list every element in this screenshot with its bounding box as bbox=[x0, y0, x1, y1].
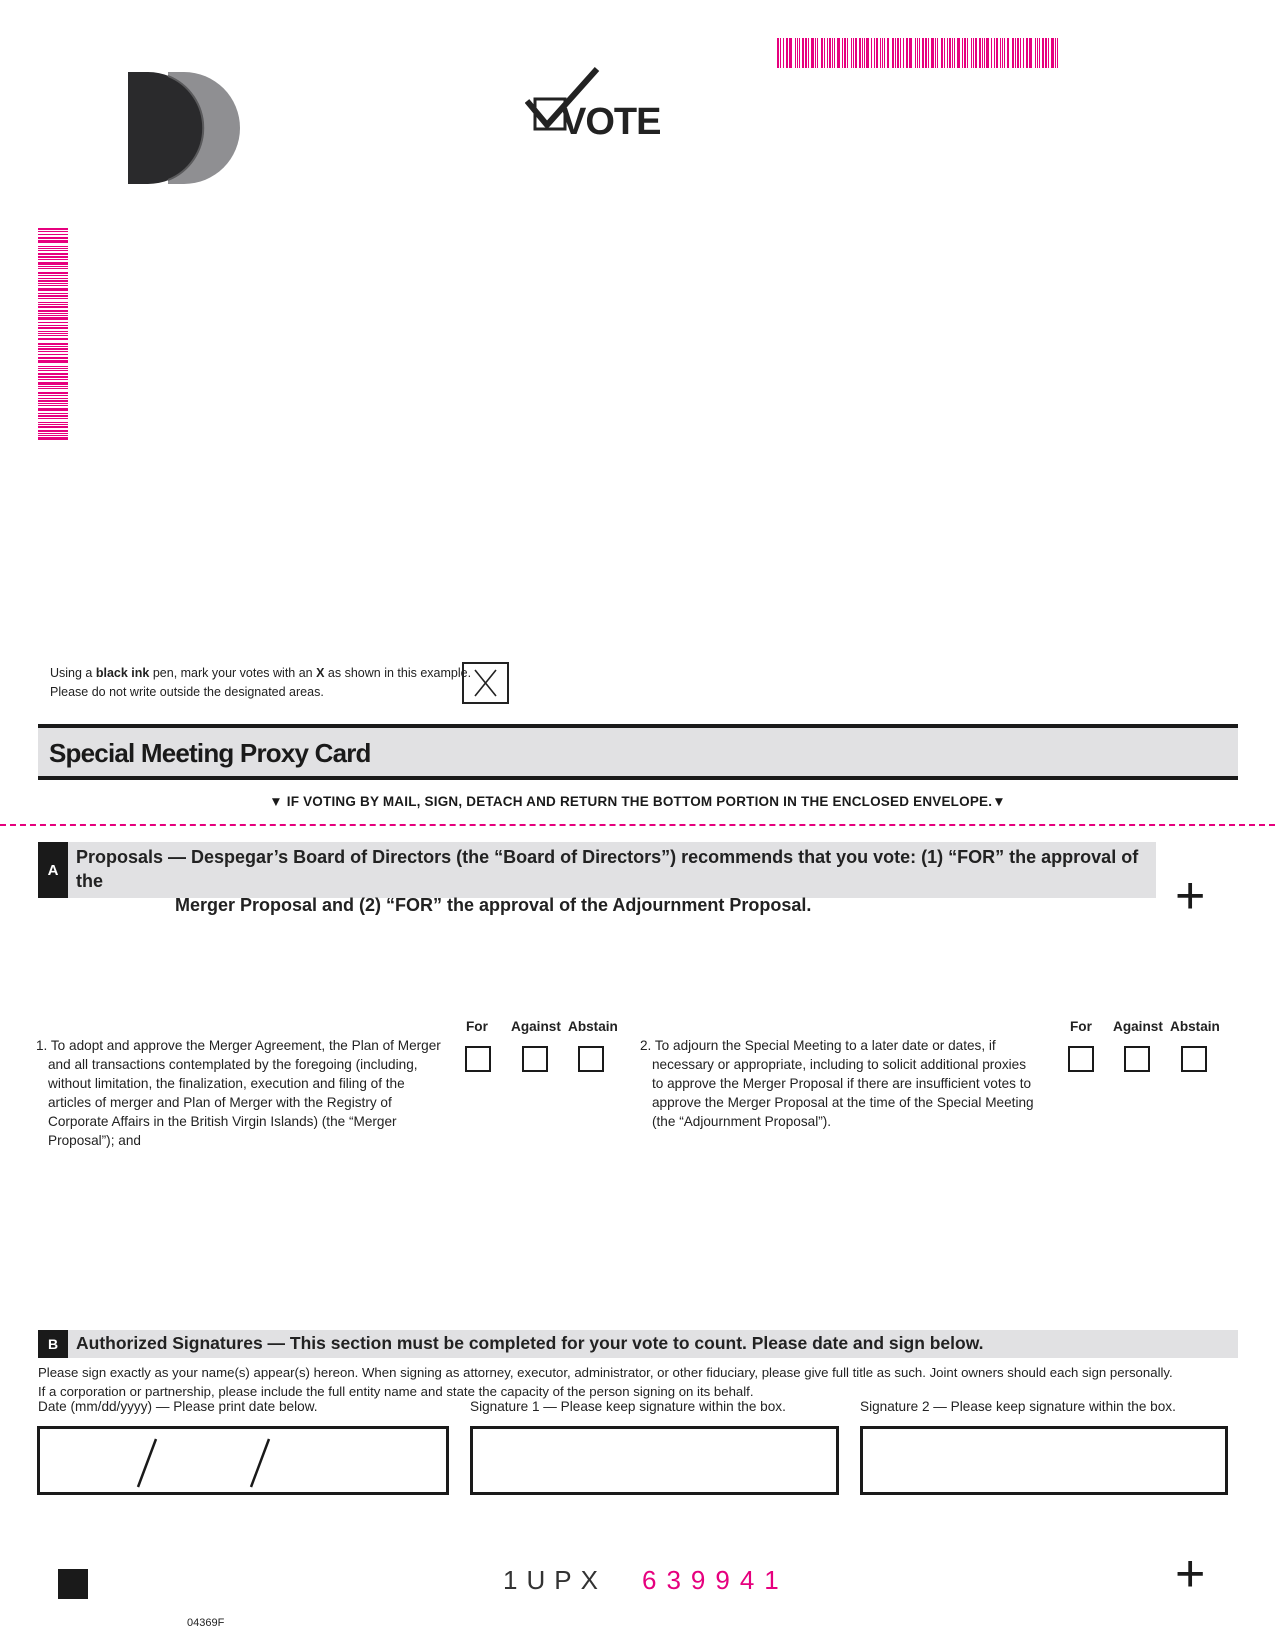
barcode-bar bbox=[859, 38, 861, 68]
proposal-1-for-checkbox[interactable] bbox=[465, 1046, 491, 1072]
barcode-bar bbox=[38, 430, 68, 432]
barcode-bar bbox=[884, 38, 885, 68]
proposal-1 bbox=[36, 1036, 456, 1150]
barcode-bar bbox=[38, 403, 68, 404]
barcode-bar bbox=[38, 302, 68, 303]
abstain-header: Abstain bbox=[1170, 1019, 1220, 1034]
proposal-text-line: To adjourn the Special Meeting to a later date or dates, if bbox=[654, 1038, 996, 1053]
form-code: 04369F bbox=[187, 1617, 225, 1629]
barcode-bar bbox=[1055, 38, 1056, 68]
proposal-2-against-checkbox[interactable] bbox=[1124, 1046, 1150, 1072]
barcode-bar bbox=[866, 38, 869, 68]
instruction-text: pen, mark your votes with an bbox=[149, 666, 317, 680]
barcode-bar bbox=[38, 228, 68, 230]
barcode-bar bbox=[38, 392, 68, 394]
barcode-bar bbox=[38, 351, 68, 352]
section-a-badge: A bbox=[38, 842, 68, 898]
barcode-bar bbox=[38, 266, 68, 267]
barcode-bar bbox=[38, 253, 68, 255]
barcode-bar bbox=[38, 317, 68, 320]
barcode-bar bbox=[853, 38, 854, 68]
barcode-bar bbox=[1039, 38, 1040, 68]
barcode-bar bbox=[973, 38, 974, 68]
barcode-bar bbox=[38, 310, 68, 312]
card-title: Special Meeting Proxy Card bbox=[49, 738, 371, 768]
barcode-bar bbox=[38, 360, 68, 363]
barcode-bar bbox=[829, 38, 831, 68]
barcode-bar bbox=[897, 38, 899, 68]
barcode-bar bbox=[847, 38, 848, 68]
barcode-bar bbox=[1057, 38, 1058, 68]
barcode-bar bbox=[880, 38, 881, 68]
proposal-number: 2. bbox=[640, 1038, 652, 1053]
barcode-bar bbox=[944, 38, 945, 68]
barcode-bar bbox=[871, 38, 872, 68]
barcode-bar bbox=[38, 268, 68, 269]
barcode-bar bbox=[1037, 38, 1038, 68]
barcode-bar bbox=[38, 418, 68, 419]
barcode-bar bbox=[937, 38, 938, 68]
barcode-bar bbox=[996, 38, 998, 68]
barcode-bar bbox=[38, 376, 68, 378]
instruction-emphasis: black ink bbox=[95, 666, 150, 680]
barcode-bar bbox=[38, 280, 68, 282]
signature-2-field[interactable] bbox=[860, 1426, 1228, 1495]
footer-number: 639941 bbox=[642, 1565, 789, 1595]
barcode-bar bbox=[851, 38, 852, 68]
barcode-bar bbox=[38, 395, 68, 396]
registration-plus-icon: + bbox=[1175, 1545, 1206, 1603]
abstain-header: Abstain bbox=[568, 1019, 618, 1034]
barcode-bar bbox=[931, 38, 934, 68]
barcode-bar bbox=[38, 435, 68, 436]
mail-note bbox=[0, 794, 1275, 809]
proposal-1-abstain-checkbox[interactable] bbox=[578, 1046, 604, 1072]
barcode-bar bbox=[38, 366, 68, 367]
section-a-line-1: Proposals — Despegar’s Board of Directors (the “Board of Directors”) recommends that you vote: (1) “FOR” the approval of the bbox=[76, 847, 1139, 891]
proposal-text-line: (the “Adjournment Proposal”). bbox=[652, 1114, 832, 1129]
barcode-bar bbox=[38, 234, 68, 235]
signing-instructions bbox=[38, 1363, 1248, 1401]
barcode-bar bbox=[962, 38, 963, 68]
barcode-bar bbox=[1042, 38, 1044, 68]
signing-note-line-2: If a corporation or partnership, please include the full entity name and state the capacity of the person signing on its behalf. bbox=[38, 1384, 754, 1399]
barcode-bar bbox=[994, 38, 995, 68]
section-a-line-2: Merger Proposal and (2) “FOR” the approval of the Adjournment Proposal. bbox=[175, 895, 812, 915]
barcode-bar bbox=[38, 413, 68, 414]
date-label: Date (mm/dd/yyyy) — Please print date below. bbox=[38, 1399, 318, 1414]
proposal-text-line: necessary or appropriate, including to solicit additional proxies bbox=[652, 1057, 1027, 1072]
barcode-bar bbox=[38, 370, 68, 371]
mail-note-text: IF VOTING BY MAIL, SIGN, DETACH AND RETURN THE BOTTOM PORTION IN THE ENCLOSED ENVELOPE. bbox=[286, 794, 993, 809]
proposal-text-line: without limitation, the finalization, execution and filing of the bbox=[48, 1076, 405, 1091]
barcode-bar bbox=[38, 424, 68, 425]
barcode-bar bbox=[855, 38, 857, 68]
barcode-bar bbox=[827, 38, 828, 68]
barcode-bar bbox=[817, 38, 818, 68]
barcode-bar bbox=[38, 262, 68, 265]
x-mark-icon bbox=[464, 664, 507, 702]
side-barcode bbox=[38, 228, 68, 442]
barcode-bar bbox=[837, 38, 840, 68]
barcode-bar bbox=[38, 388, 68, 389]
barcode-bar bbox=[797, 38, 798, 68]
barcode-bar bbox=[982, 38, 983, 68]
barcode-bar bbox=[862, 38, 863, 68]
barcode-bar bbox=[979, 38, 981, 68]
title-band bbox=[38, 724, 1238, 780]
barcode-bar bbox=[949, 38, 951, 68]
barcode-bar bbox=[892, 38, 894, 68]
barcode-bar bbox=[38, 248, 68, 249]
company-logo bbox=[128, 72, 240, 184]
barcode-bar bbox=[842, 38, 843, 68]
registration-plus-icon: + bbox=[1175, 867, 1206, 925]
barcode-bar bbox=[38, 379, 68, 380]
barcode-bar bbox=[909, 38, 912, 68]
barcode-bar bbox=[1017, 38, 1019, 68]
barcode-bar bbox=[38, 325, 68, 326]
barcode-bar bbox=[971, 38, 972, 68]
signing-note-line-1: Please sign exactly as your name(s) appear(s) hereon. When signing as attorney, executor, administrator, or other fiduciary, please give full title as such. Joint owners should each sign personally. bbox=[38, 1365, 1173, 1380]
barcode-bar bbox=[38, 348, 68, 350]
barcode-bar bbox=[1020, 38, 1021, 68]
signature-1-label: Signature 1 — Please keep signature within the box. bbox=[470, 1399, 786, 1414]
vote-mark bbox=[525, 65, 661, 145]
barcode-bar bbox=[38, 298, 68, 299]
barcode-bar bbox=[906, 38, 908, 68]
barcode-bar bbox=[915, 38, 916, 68]
barcode-bar bbox=[1035, 38, 1036, 68]
barcode-bar bbox=[984, 38, 985, 68]
instruction-x: X bbox=[316, 666, 325, 680]
barcode-bar bbox=[38, 237, 68, 239]
barcode-bar bbox=[38, 288, 68, 291]
barcode-bar bbox=[834, 38, 835, 68]
barcode-bar bbox=[38, 285, 68, 286]
barcode-bar bbox=[799, 38, 800, 68]
barcode-bar bbox=[38, 295, 68, 297]
signature-1-field[interactable] bbox=[470, 1426, 839, 1495]
barcode-bar bbox=[38, 437, 68, 440]
barcode-bar bbox=[38, 315, 68, 316]
barcode-bar bbox=[38, 405, 68, 406]
barcode-bar bbox=[811, 38, 814, 68]
barcode-bar bbox=[887, 38, 889, 68]
barcode-bar bbox=[844, 38, 846, 68]
barcode-bar bbox=[1029, 38, 1032, 68]
barcode-bar bbox=[38, 259, 68, 260]
proposal-text-line: to approve the Merger Proposal if there are insufficient votes to bbox=[652, 1076, 1032, 1091]
section-b-badge: B bbox=[38, 1330, 68, 1358]
barcode-bar bbox=[925, 38, 927, 68]
instruction-text: as shown in this example. bbox=[324, 666, 472, 680]
barcode-bar bbox=[964, 38, 966, 68]
proposal-text-line: Corporate Affairs in the British Virgin Islands) (the “Merger bbox=[48, 1114, 397, 1129]
footer-code: 1UPX bbox=[503, 1565, 607, 1595]
vote-text: VOTE bbox=[561, 101, 661, 143]
top-barcode bbox=[777, 38, 1062, 68]
registration-square bbox=[58, 1569, 88, 1599]
barcode-bar bbox=[38, 373, 68, 375]
proposal-text-line: approve the Merger Proposal at the time of the Special Meeting bbox=[652, 1095, 1034, 1110]
proposal-text-line: Proposal”); and bbox=[48, 1133, 141, 1148]
barcode-bar bbox=[832, 38, 833, 68]
barcode-bar bbox=[821, 38, 823, 68]
barcode-bar bbox=[38, 333, 68, 334]
proposal-text-line: articles of merger and Plan of Merger with the Registry of bbox=[48, 1095, 392, 1110]
date-field[interactable] bbox=[37, 1426, 449, 1495]
barcode-bar bbox=[38, 343, 68, 345]
section-a-header bbox=[38, 842, 1156, 915]
barcode-bar bbox=[38, 278, 68, 279]
barcode-bar bbox=[864, 38, 865, 68]
proposal-2-abstain-checkbox[interactable] bbox=[1181, 1046, 1207, 1072]
barcode-bar bbox=[38, 338, 68, 340]
proposal-number: 1. bbox=[36, 1038, 48, 1053]
barcode-bar bbox=[38, 327, 68, 329]
barcode-bar bbox=[1000, 38, 1001, 68]
for-header: For bbox=[1070, 1019, 1092, 1034]
barcode-bar bbox=[38, 408, 68, 411]
barcode-bar bbox=[815, 38, 816, 68]
barcode-bar bbox=[802, 38, 804, 68]
barcode-bar bbox=[789, 38, 792, 68]
barcode-bar bbox=[780, 38, 781, 68]
barcode-bar bbox=[38, 313, 68, 314]
proposal-text-line: To adopt and approve the Merger Agreement, the Plan of Merger bbox=[50, 1038, 441, 1053]
barcode-bar bbox=[38, 250, 68, 251]
barcode-bar bbox=[922, 38, 924, 68]
barcode-bar bbox=[786, 38, 788, 68]
barcode-bar bbox=[38, 422, 68, 423]
barcode-bar bbox=[1015, 38, 1016, 68]
barcode-bar bbox=[38, 426, 68, 428]
barcode-bar bbox=[954, 38, 955, 68]
barcode-bar bbox=[38, 275, 68, 276]
proposal-2-for-checkbox[interactable] bbox=[1068, 1046, 1094, 1072]
barcode-bar bbox=[38, 283, 68, 284]
barcode-bar bbox=[919, 38, 920, 68]
barcode-bar bbox=[900, 38, 901, 68]
detach-line bbox=[0, 824, 1275, 826]
against-header: Against bbox=[1113, 1019, 1163, 1034]
barcode-bar bbox=[1004, 38, 1005, 68]
date-separators-icon bbox=[40, 1429, 446, 1492]
signature-2-label: Signature 2 — Please keep signature within the box. bbox=[860, 1399, 1176, 1414]
barcode-bar bbox=[1012, 38, 1014, 68]
for-header: For bbox=[466, 1019, 488, 1034]
barcode-bar bbox=[38, 306, 68, 308]
barcode-bar bbox=[38, 293, 68, 294]
barcode-bar bbox=[38, 272, 68, 274]
barcode-bar bbox=[38, 354, 68, 355]
barcode-bar bbox=[874, 38, 875, 68]
proposal-2 bbox=[640, 1036, 1060, 1131]
barcode-bar bbox=[38, 415, 68, 417]
barcode-bar bbox=[805, 38, 807, 68]
barcode-bar bbox=[1045, 38, 1047, 68]
barcode-bar bbox=[38, 335, 68, 336]
barcode-bar bbox=[795, 38, 796, 68]
section-b-header bbox=[38, 1330, 1238, 1358]
barcode-bar bbox=[928, 38, 929, 68]
barcode-bar bbox=[38, 304, 68, 305]
barcode-bar bbox=[38, 346, 68, 347]
instruction-line-2: Please do not write outside the designated areas. bbox=[50, 685, 324, 699]
barcode-bar bbox=[38, 386, 68, 387]
barcode-bar bbox=[967, 38, 968, 68]
barcode-bar bbox=[1023, 38, 1024, 68]
barcode-bar bbox=[882, 38, 883, 68]
barcode-bar bbox=[935, 38, 936, 68]
barcode-bar bbox=[1026, 38, 1028, 68]
barcode-bar bbox=[941, 38, 943, 68]
barcode-bar bbox=[38, 231, 68, 232]
barcode-bar bbox=[38, 256, 68, 258]
section-b-title: Authorized Signatures — This section must be completed for your vote to count. Please date and sign below. bbox=[76, 1333, 984, 1353]
barcode-bar bbox=[895, 38, 896, 68]
barcode-bar bbox=[38, 331, 68, 332]
marking-instructions bbox=[50, 664, 471, 702]
barcode-bar bbox=[38, 398, 68, 399]
barcode-bar bbox=[38, 240, 68, 243]
proposal-1-against-checkbox[interactable] bbox=[522, 1046, 548, 1072]
barcode-bar bbox=[952, 38, 953, 68]
barcode-bar bbox=[783, 38, 784, 68]
barcode-bar bbox=[1007, 38, 1009, 68]
barcode-bar bbox=[38, 382, 68, 385]
barcode-bar bbox=[975, 38, 977, 68]
barcode-bar bbox=[777, 38, 779, 68]
barcode-bar bbox=[38, 357, 68, 359]
barcode-bar bbox=[903, 38, 904, 68]
barcode-bar bbox=[957, 38, 960, 68]
barcode-bar bbox=[876, 38, 878, 68]
barcode-bar bbox=[1002, 38, 1003, 68]
barcode-bar bbox=[1051, 38, 1054, 68]
barcode-bar bbox=[947, 38, 948, 68]
barcode-bar bbox=[38, 368, 68, 369]
barcode-bar bbox=[38, 433, 68, 434]
barcode-bar bbox=[38, 322, 68, 323]
example-marked-box bbox=[462, 662, 509, 704]
barcode-bar bbox=[991, 38, 992, 68]
down-triangle-icon: ▼ bbox=[269, 794, 283, 809]
barcode-bar bbox=[986, 38, 989, 68]
barcode-bar bbox=[808, 38, 809, 68]
against-header: Against bbox=[511, 1019, 561, 1034]
proposal-text-line: and all transactions contemplated by the foregoing (including, bbox=[48, 1057, 418, 1072]
instruction-text: Using a bbox=[50, 666, 96, 680]
down-triangle-icon: ▼ bbox=[992, 794, 1006, 809]
barcode-bar bbox=[38, 246, 68, 247]
barcode-bar bbox=[1048, 38, 1049, 68]
barcode-bar bbox=[917, 38, 918, 68]
despegar-d-logo-icon bbox=[128, 72, 240, 184]
barcode-bar bbox=[38, 400, 68, 402]
barcode-bar bbox=[824, 38, 825, 68]
